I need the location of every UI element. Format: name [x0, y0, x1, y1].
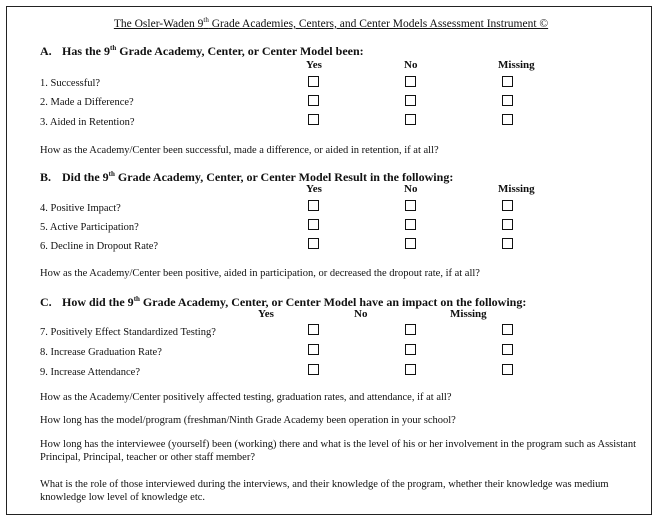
col-missing-a: Missing: [498, 59, 535, 71]
q2-yes-checkbox[interactable]: [308, 95, 319, 106]
q8-yes-checkbox[interactable]: [308, 344, 319, 355]
closing-question-2: How long has the interviewee (yourself) been (working) there and what is the level of his or her involvement in the program such as Assistant Principal, Principal, teacher or other staff member?: [40, 439, 637, 463]
followup-a: How as the Academy/Center been successful, made a difference, or aided in retention, if at all?: [40, 145, 439, 156]
col-no-c: No: [354, 308, 368, 320]
q7-no-checkbox[interactable]: [405, 324, 416, 335]
document-title: The Osler-Waden 9th Grade Academies, Centers, and Center Models Assessment Instrument ©: [113, 16, 549, 30]
col-yes-c: Yes: [258, 308, 274, 320]
q4-missing-checkbox[interactable]: [502, 200, 513, 211]
q9-missing-checkbox[interactable]: [502, 364, 513, 375]
q1-no-checkbox[interactable]: [405, 76, 416, 87]
col-yes-a: Yes: [306, 59, 322, 71]
q8-no-checkbox[interactable]: [405, 344, 416, 355]
question-9: 9. Increase Attendance?: [40, 367, 140, 378]
question-2: 2. Made a Difference?: [40, 97, 134, 108]
q4-yes-checkbox[interactable]: [308, 200, 319, 211]
section-b-heading: B. Did the 9th Grade Academy, Center, or Center Model Result in the following:: [40, 170, 454, 184]
q3-no-checkbox[interactable]: [405, 114, 416, 125]
q6-no-checkbox[interactable]: [405, 238, 416, 249]
section-c-heading: C. How did the 9th Grade Academy, Center, or Center Model have an impact on the following:: [40, 295, 527, 309]
col-no-b: No: [404, 183, 418, 195]
q7-missing-checkbox[interactable]: [502, 324, 513, 335]
col-missing-c: Missing: [450, 308, 487, 320]
q4-no-checkbox[interactable]: [405, 200, 416, 211]
q5-no-checkbox[interactable]: [405, 219, 416, 230]
q3-yes-checkbox[interactable]: [308, 114, 319, 125]
q3-missing-checkbox[interactable]: [502, 114, 513, 125]
q5-yes-checkbox[interactable]: [308, 219, 319, 230]
q6-yes-checkbox[interactable]: [308, 238, 319, 249]
question-4: 4. Positive Impact?: [40, 203, 121, 214]
closing-question-1: How long has the model/program (freshman/Ninth Grade Academy been operation in your school?: [40, 415, 456, 426]
q9-yes-checkbox[interactable]: [308, 364, 319, 375]
q6-missing-checkbox[interactable]: [502, 238, 513, 249]
followup-b: How as the Academy/Center been positive, aided in participation, or decreased the dropout rate, if at all?: [40, 268, 480, 279]
closing-question-3: What is the role of those interviewed during the interviews, and their knowledge of the program, whether their knowledge was medium knowledge low level of knowledge etc.: [40, 479, 609, 503]
question-7: 7. Positively Effect Standardized Testing?: [40, 327, 216, 338]
q2-missing-checkbox[interactable]: [502, 95, 513, 106]
question-3: 3. Aided in Retention?: [40, 117, 135, 128]
q2-no-checkbox[interactable]: [405, 95, 416, 106]
question-6: 6. Decline in Dropout Rate?: [40, 241, 159, 252]
q1-yes-checkbox[interactable]: [308, 76, 319, 87]
question-5: 5. Active Participation?: [40, 222, 139, 233]
col-no-a: No: [404, 59, 418, 71]
q1-missing-checkbox[interactable]: [502, 76, 513, 87]
section-a-heading: A. Has the 9th Grade Academy, Center, or Center Model been:: [40, 44, 364, 58]
q9-no-checkbox[interactable]: [405, 364, 416, 375]
q5-missing-checkbox[interactable]: [502, 219, 513, 230]
q8-missing-checkbox[interactable]: [502, 344, 513, 355]
q7-yes-checkbox[interactable]: [308, 324, 319, 335]
question-1: 1. Successful?: [40, 78, 101, 89]
followup-c: How as the Academy/Center positively affected testing, graduation rates, and attendance, if at all?: [40, 392, 452, 403]
question-8: 8. Increase Graduation Rate?: [40, 347, 162, 358]
col-yes-b: Yes: [306, 183, 322, 195]
col-missing-b: Missing: [498, 183, 535, 195]
